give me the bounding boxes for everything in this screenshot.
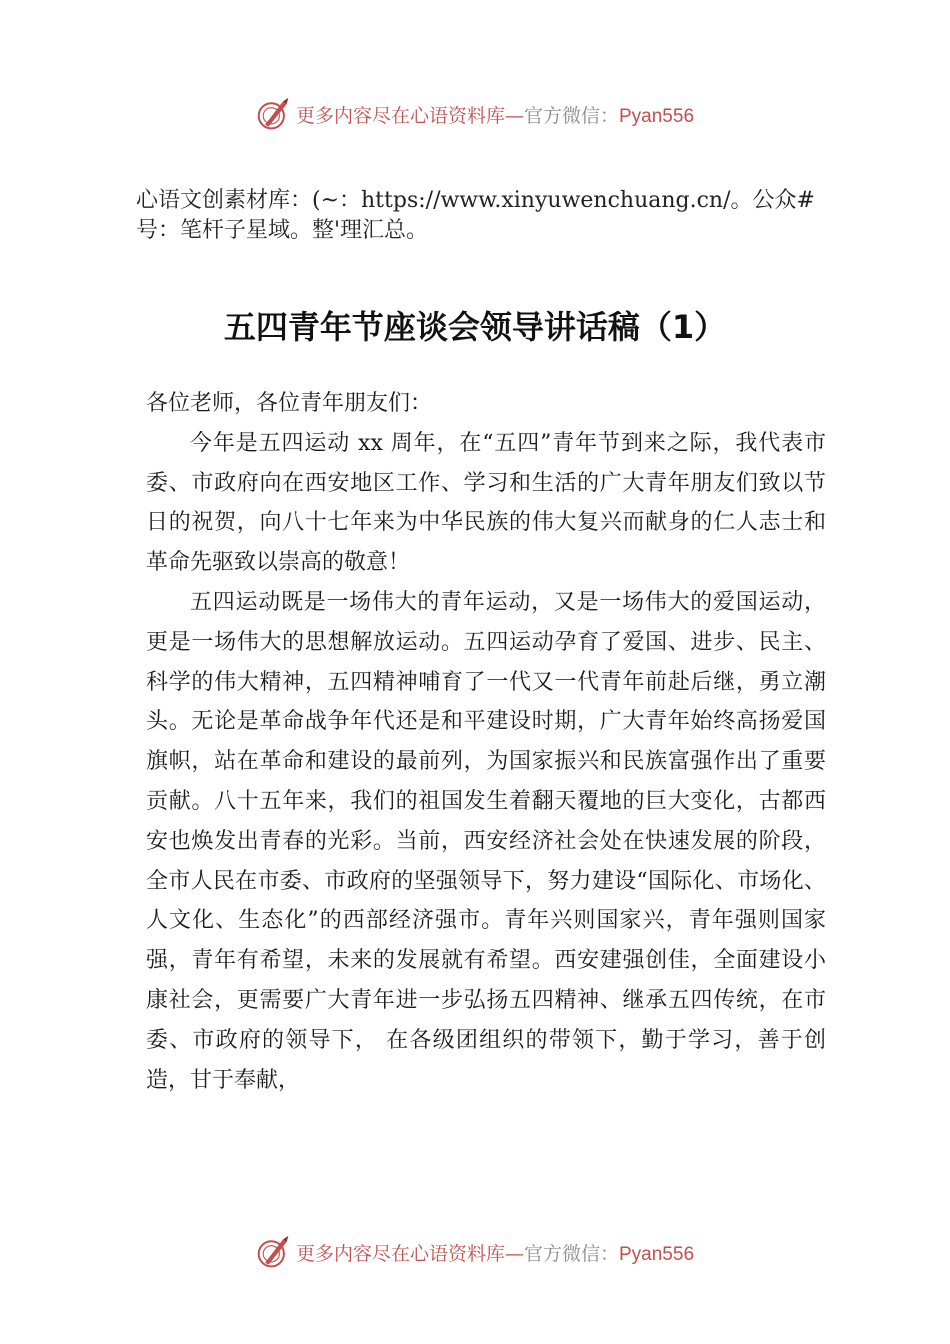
banner-slogan: 更多内容尽在心语资料库	[295, 1242, 505, 1265]
banner-wechat-label: 官方微信：	[523, 1242, 619, 1265]
banner-separator: —	[504, 104, 524, 127]
banner-wechat-id: Pyan556	[619, 1243, 695, 1265]
banner-separator: —	[504, 1242, 524, 1265]
quill-pen-logo-icon	[256, 96, 292, 132]
page-title: 五四青年节座谈会领导讲话稿（1）	[223, 308, 727, 346]
footer-banner	[0, 1230, 950, 1274]
banner-wechat-label: 官方微信：	[523, 104, 619, 127]
header-banner	[0, 92, 950, 136]
banner-slogan: 更多内容尽在心语资料库	[295, 104, 505, 127]
body-paragraph: 五四运动既是一场伟大的青年运动，又是一场伟大的爱国运动，更是一场伟大的思想解放运动。五四运动孕育了爱国、进步、民主、科学的伟大精神，五四精神哺育了一代又一代青年前赴后继，勇立潮头。无论是革命战争年代还是和平建设时期，广大青年始终高扬爱国旗帜，站在革命和建设的最前列，为国家振兴和民族富强作出了重要贡献。八十五年来，我们的祖国发生着翻天覆地的巨大变化，古都西安也焕发出青春的光彩。当前，西安经济社会处在快速发展的阶段，全市人民在市委、市政府的坚强领导下，努力建设“国际化、市场化、人文化、生态化”的西部经济强市。青年兴则国家兴，青年强则国家强，青年有希望，未来的发展就有希望。西安建强创佳，全面建设小康社会，更需要广大青年进一步弘扬五四精神、继承五四传统，在市委、市政府的领导下， 在各级团组织的带领下，勤于学习，善于创造，甘于奉献，	[146, 589, 826, 1093]
quill-pen-logo-icon	[256, 1234, 292, 1270]
source-note: 心语文创素材库：(~：https://www.xinyuwenchuang.cn/。公众#号：笔杆子星域。整'理汇总。	[136, 188, 815, 243]
banner-wechat-id: Pyan556	[619, 105, 695, 127]
speech-body	[146, 384, 826, 1100]
body-paragraph: 今年是五四运动 xx 周年，在“五四”青年节到来之际，我代表市委、市政府向在西安地区工作、学习和生活的广大青年朋友们致以节日的祝贺，向八十七年来为中华民族的伟大复兴而献身的仁人志士和革命先驱致以崇高的敬意！	[146, 430, 826, 576]
salutation: 各位老师，各位青年朋友们：	[146, 391, 433, 416]
